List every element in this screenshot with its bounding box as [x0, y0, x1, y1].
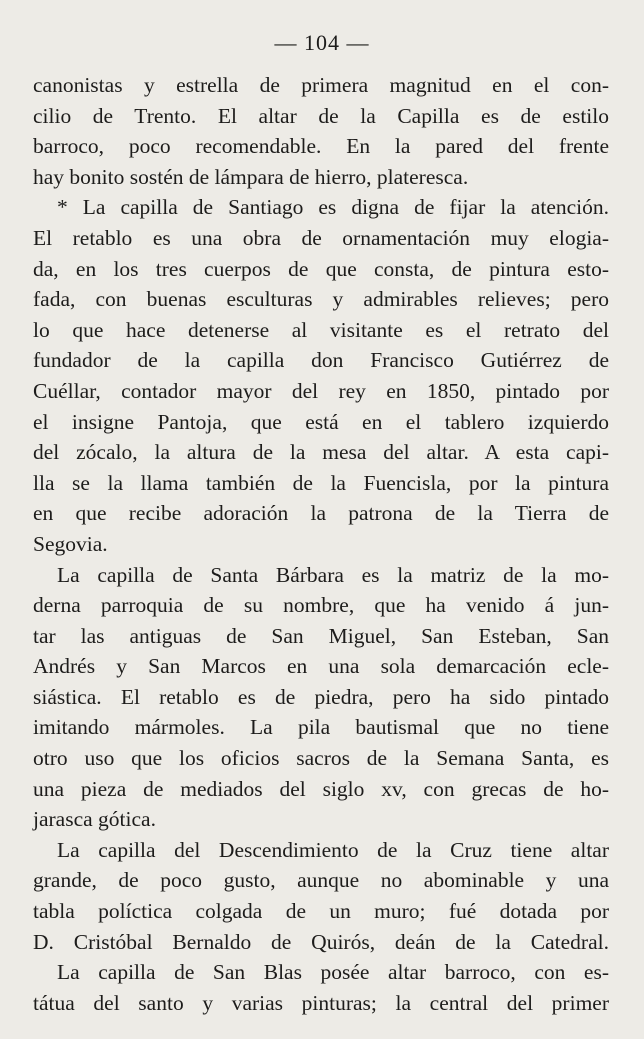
text-line: del zócalo, la altura de la mesa del altar. A esta capi- [33, 440, 609, 465]
text-line: da, en los tres cuerpos de que consta, de pintura esto- [33, 256, 609, 281]
body-text [33, 70, 609, 1018]
text-line: imitando mármoles. La pila bautismal que no tiene [33, 715, 609, 740]
text-line: una pieza de mediados del siglo xv, con grecas de ho- [33, 776, 609, 801]
text-line: el insigne Pantoja, que está en el tablero izquierdo [33, 409, 609, 434]
text-line: Andrés y San Marcos en una sola demarcación ecle- [33, 654, 609, 679]
text-line: La capilla del Descendimiento de la Cruz tiene altar [57, 837, 609, 862]
text-line: canonistas y estrella de primera magnitud en el con- [33, 73, 609, 97]
text-line: en que recibe adoración la patrona de la Tierra de [33, 501, 609, 526]
text-line: La capilla de Santa Bárbara es la matriz de la mo- [57, 562, 609, 587]
text-line: otro uso que los oficios sacros de la Semana Santa, es [33, 746, 609, 771]
text-line: fundador de la capilla don Francisco Gutiérrez de [33, 348, 609, 373]
text-line: lla se la llama también de la Fuencisla, por la pintura [33, 470, 609, 495]
text-line: tar las antiguas de San Miguel, San Esteban, San [33, 623, 609, 648]
text-line: * La capilla de Santiago es digna de fijar la atención. [57, 195, 609, 220]
text-line: hay bonito sostén de lámpara de hierro, plateresca. [33, 164, 469, 189]
text-line: derna parroquia de su nombre, que ha venido á jun- [33, 593, 609, 618]
text-line: El retablo es una obra de ornamentación muy elogia- [33, 225, 609, 250]
text-line: Cuéllar, contador mayor del rey en 1850, pintado por [33, 378, 609, 403]
text-line: D. Cristóbal Bernaldo de Quirós, deán de la Catedral. [33, 929, 609, 954]
text-line: Segovia. [33, 531, 108, 556]
text-line: grande, de poco gusto, aunque no abominable y una [33, 868, 609, 893]
text-line: La capilla de San Blas posée altar barroco, con es- [57, 960, 609, 985]
text-line: lo que hace detenerse al visitante es el retrato del [33, 317, 609, 342]
text-line: fada, con buenas esculturas y admirables relieves; pero [33, 287, 609, 312]
text-line: barroco, poco recomendable. En la pared del frente [33, 134, 609, 159]
text-line: siástica. El retablo es de piedra, pero ha sido pintado [33, 684, 609, 709]
text-line: tátua del santo y varias pinturas; la central del primer [33, 990, 609, 1015]
text-line: cilio de Trento. El altar de la Capilla es de estilo [33, 103, 609, 128]
text-line: tabla políctica colgada de un muro; fué dotada por [33, 899, 609, 924]
page-number: — 104 — [274, 30, 370, 55]
text-line: jarasca gótica. [33, 807, 156, 832]
